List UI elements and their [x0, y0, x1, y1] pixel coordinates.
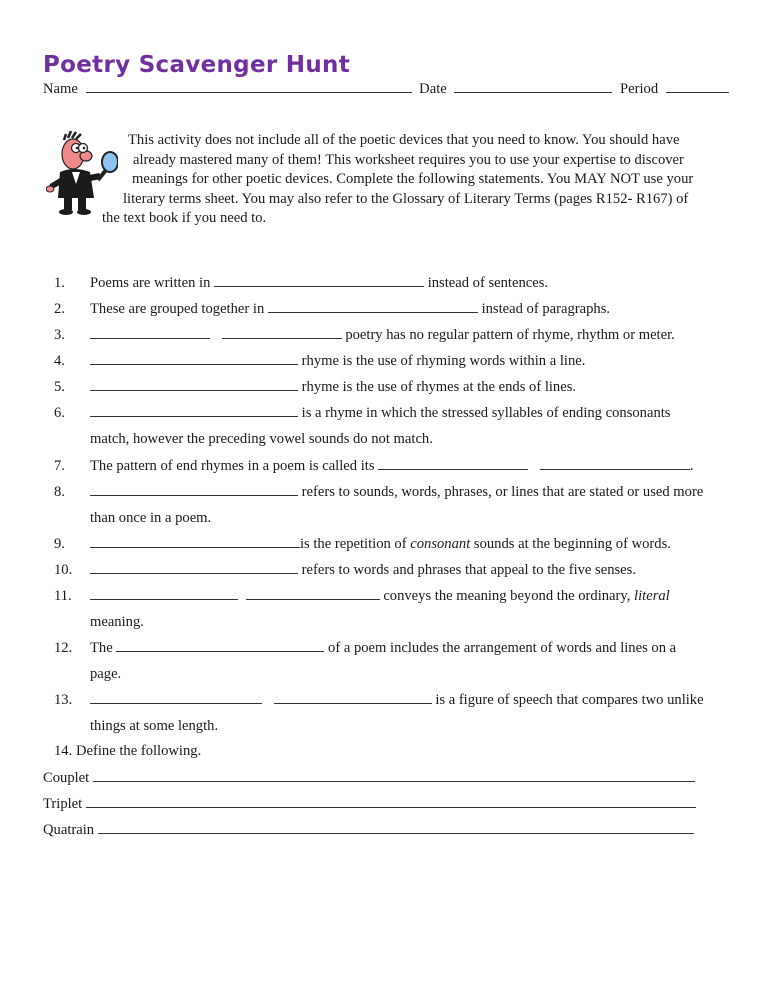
question-11-continued: meaning.: [90, 614, 144, 630]
answer-blank[interactable]: [246, 587, 380, 600]
answer-blank[interactable]: [222, 326, 342, 339]
period-field[interactable]: [666, 80, 729, 93]
question-9: 9. is the repetition of consonant sounds at the beginning of words.: [54, 536, 671, 552]
question-13: 13. is a figure of speech that compares two unlike: [54, 692, 704, 708]
question-14: 14. Define the following.: [54, 743, 202, 759]
question-2: 2. These are grouped together in instead of paragraphs.: [54, 301, 611, 317]
answer-blank[interactable]: [90, 352, 298, 365]
question-1: 1. Poems are written in instead of sentences.: [54, 275, 549, 291]
answer-blank[interactable]: [90, 483, 298, 496]
period-label: Period: [620, 81, 659, 97]
answer-blank[interactable]: [214, 274, 424, 287]
intro-line: already mastered many of them! This worksheet requires you to use your expertise to discover: [133, 151, 684, 168]
name-field[interactable]: [86, 80, 412, 93]
definition-couplet: Couplet: [43, 769, 695, 787]
intro-line: This activity does not include all of the poetic devices that you need to know. You should have: [128, 132, 680, 148]
answer-blank[interactable]: [90, 691, 262, 704]
definition-quatrain: Quatrain: [43, 821, 694, 839]
couplet-answer-field[interactable]: [93, 769, 695, 782]
answer-blank[interactable]: [268, 300, 478, 313]
question-13-continued: things at some length.: [90, 718, 219, 734]
question-12-continued: page.: [90, 666, 122, 682]
triplet-answer-field[interactable]: [86, 795, 696, 808]
answer-blank[interactable]: [90, 561, 298, 574]
intro-paragraph: [100, 131, 740, 229]
question-10: 10. refers to words and phrases that appeal to the five senses.: [54, 562, 636, 578]
question-4: 4. rhyme is the use of rhyming words within a line.: [54, 353, 586, 369]
name-label: Name: [43, 81, 78, 97]
answer-blank[interactable]: [90, 587, 238, 600]
quatrain-answer-field[interactable]: [98, 821, 694, 834]
answer-blank[interactable]: [274, 691, 432, 704]
worksheet-title: Poetry Scavenger Hunt: [43, 52, 350, 78]
date-label: Date: [419, 81, 447, 97]
question-8-continued: than once in a poem.: [90, 510, 212, 526]
question-3: 3. poetry has no regular pattern of rhyme, rhythm or meter.: [54, 327, 675, 343]
question-6-continued: match, however the preceding vowel sounds do not match.: [90, 431, 433, 447]
answer-blank[interactable]: [90, 404, 298, 417]
question-5: 5. rhyme is the use of rhymes at the ends of lines.: [54, 379, 577, 395]
answer-blank[interactable]: [90, 378, 298, 391]
question-11: 11. conveys the meaning beyond the ordinary, literal: [54, 588, 670, 604]
question-12: 12. The of a poem includes the arrangement of words and lines on a: [54, 640, 677, 656]
student-info-line: [43, 80, 729, 98]
answer-blank[interactable]: [378, 457, 528, 470]
intro-line: literary terms sheet. You may also refer to the Glossary of Literary Terms (pages R152- R167) of: [123, 190, 689, 207]
intro-line: the text book if you need to.: [102, 210, 267, 226]
intro-line: meanings for other poetic devices. Complete the following statements. You MAY NOT use your: [132, 171, 694, 187]
question-7: 7. The pattern of end rhymes in a poem is called its .: [54, 458, 694, 474]
question-6: 6. is a rhyme in which the stressed syllables of ending consonants: [54, 405, 671, 421]
question-8: 8. refers to sounds, words, phrases, or lines that are stated or used more: [54, 484, 704, 500]
answer-blank[interactable]: [116, 639, 324, 652]
answer-blank[interactable]: [90, 535, 300, 548]
answer-blank[interactable]: [540, 457, 690, 470]
answer-blank[interactable]: [90, 326, 210, 339]
definition-triplet: Triplet: [43, 795, 696, 813]
date-field[interactable]: [454, 80, 612, 93]
